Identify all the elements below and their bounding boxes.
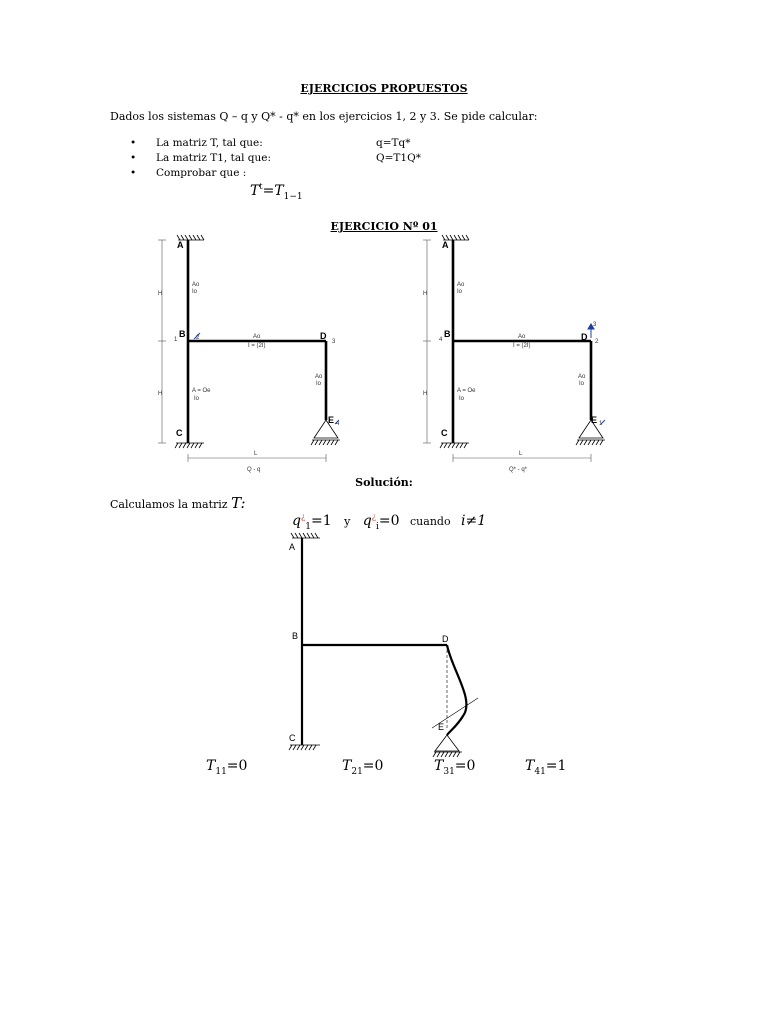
dof-3: 3 — [593, 322, 597, 328]
prop-de-2: Io — [579, 381, 585, 387]
bullet-label: La matriz T1, tal que: — [156, 152, 272, 164]
condition-formula: $q^¿_1=1$ y $q^¿_i=0$ cuando i≠1 — [292, 512, 487, 532]
node-label-d: D — [320, 331, 327, 341]
node-label-a: A — [442, 240, 449, 250]
bullet-equation: Q=T1Q* — [376, 152, 421, 164]
node-label-e: E — [591, 415, 598, 425]
calc-line — [110, 494, 246, 512]
result-t21: $T_{21}=0$ — [342, 758, 384, 777]
dim-h-lower: H — [423, 391, 428, 397]
dof-2: 2 — [196, 335, 200, 341]
node-label-d: D — [581, 332, 588, 342]
dof-1: 1 — [599, 421, 603, 427]
frame-caption: Q - q — [247, 467, 261, 473]
dim-h-upper: H — [158, 291, 163, 297]
prop-bc-1: A = Oe — [192, 388, 211, 394]
node-label-d: D — [442, 634, 449, 644]
prop-bc-1: A = Oe — [457, 388, 476, 394]
frame-caption: Q* - q* — [509, 467, 528, 473]
prop-ab-2: Io — [192, 289, 198, 295]
prop-de-2: Io — [316, 381, 322, 387]
exercise-title: EJERCICIO Nº 01 — [330, 220, 438, 233]
prop-ab-2: Io — [457, 289, 463, 295]
solution-heading: Solución: — [355, 476, 413, 489]
bullet-icon: • — [130, 167, 137, 179]
page-title: EJERCICIOS PROPUESTOS — [300, 82, 468, 95]
node-label-c: C — [289, 733, 296, 743]
prop-ab-1: Ao — [457, 282, 465, 288]
dof-2: 2 — [595, 339, 599, 345]
bullet-icon: • — [130, 137, 137, 149]
frame-diagram-solution — [270, 530, 490, 760]
node-label-e: E — [328, 415, 335, 425]
dim-h-lower: H — [158, 391, 163, 397]
node-label-c: C — [176, 428, 183, 438]
frame-diagram-right — [415, 228, 625, 476]
prop-bd-1: Ao — [253, 334, 261, 340]
node-label-e: E — [438, 722, 445, 732]
dim-span: L — [254, 451, 258, 457]
intro-text: Dados los sistemas Q – q y Q* - q* en los ejercicios 1, 2 y 3. Se pide calcular: — [110, 110, 538, 123]
bullet-label: La matriz T, tal que: — [156, 137, 263, 149]
dof-4: 4 — [336, 421, 340, 427]
node-label-c: C — [441, 428, 448, 438]
prop-bc-2: Io — [194, 396, 200, 402]
node-label-b: B — [292, 631, 299, 641]
check-formula: $T^t=T_{1-1}$ — [250, 182, 303, 202]
node-label-b: B — [444, 329, 451, 339]
prop-bd-1: Ao — [518, 334, 526, 340]
bullet-label: Comprobar que : — [156, 167, 247, 179]
dof-4: 4 — [439, 337, 443, 343]
dof-3: 3 — [332, 339, 336, 345]
prop-de-1: Ao — [578, 374, 586, 380]
prop-de-1: Ao — [315, 374, 323, 380]
result-t11: $T_{11}=0$ — [206, 758, 248, 777]
result-t31: $T_{31}=0$ — [434, 758, 476, 777]
dof-1: 1 — [174, 337, 178, 343]
dim-span: L — [519, 451, 523, 457]
prop-ab-1: Ao — [192, 282, 200, 288]
result-t41: $T_{41}=1$ — [525, 758, 567, 777]
prop-bc-2: Io — [459, 396, 465, 402]
prop-bd-2: I = (2I) — [248, 343, 266, 349]
calc-text: Calculamos la matriz — [110, 498, 228, 511]
prop-bd-2: I = (2I) — [513, 343, 531, 349]
bullet-icon: • — [130, 152, 137, 164]
frame-diagram-left — [150, 228, 360, 476]
node-label-a: A — [289, 542, 296, 552]
node-label-b: B — [179, 329, 186, 339]
node-label-a: A — [177, 240, 184, 250]
bullet-equation: q=Tq* — [376, 137, 411, 149]
dim-h-upper: H — [423, 291, 428, 297]
calc-symbol: T: — [231, 494, 246, 512]
